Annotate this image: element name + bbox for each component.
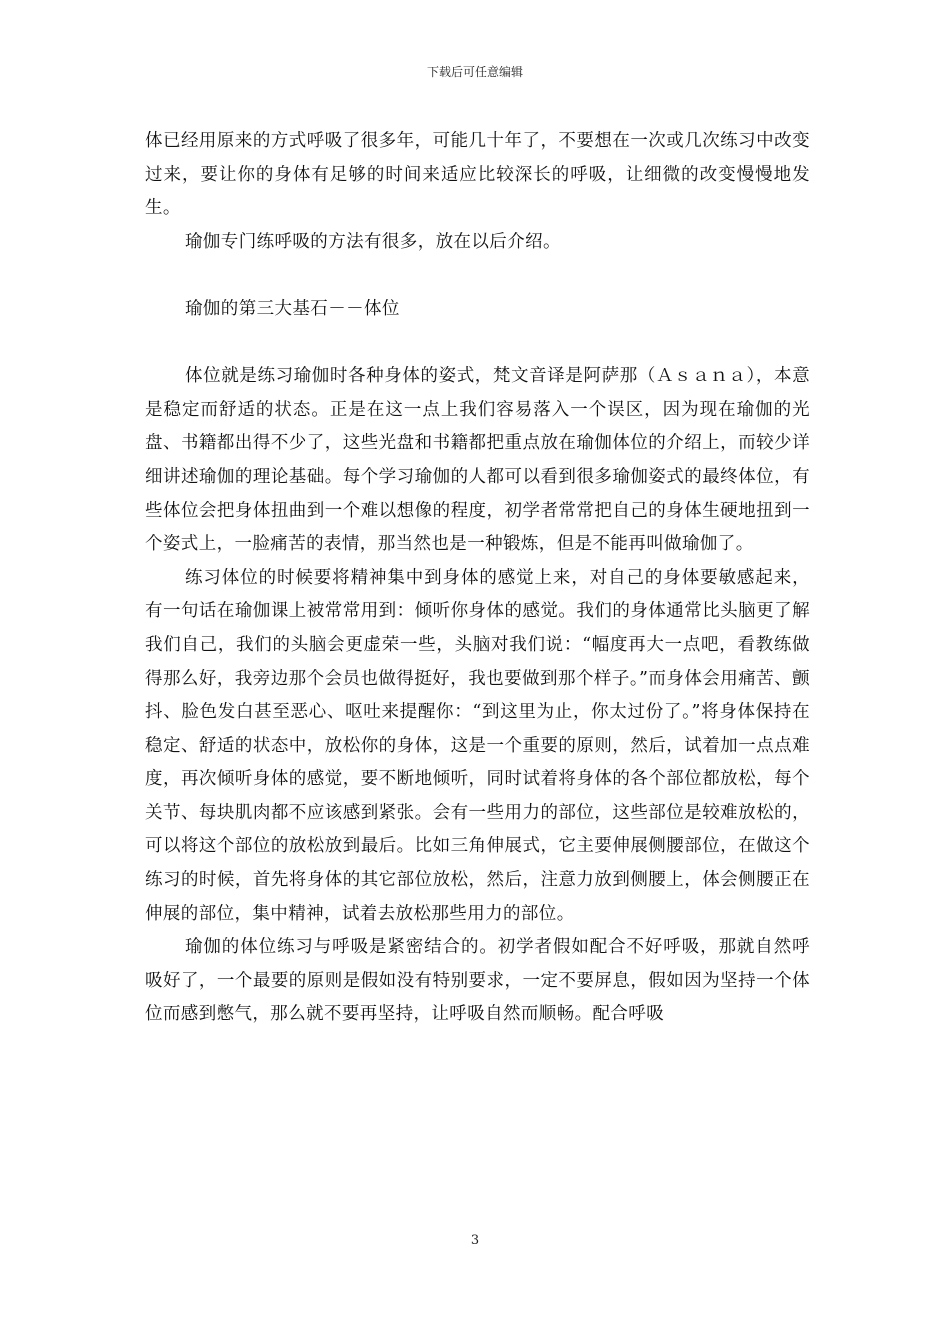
section-heading: 瑜伽的第三大基石－－体位 [185,298,400,319]
page-number: 3 [470,1233,480,1248]
page-header: 下载后可任意编辑 [426,65,523,79]
paragraph-breathing-methods: 瑜伽专门练呼吸的方法有很多，放在以后介绍。 [185,231,561,252]
paragraph-breath-and-posture: 瑜伽的体位练习与呼吸是紧密结合的。初学者假如配合不好呼吸，那就自然呼吸好了，一个最要的原则是假如没有特别要求，一定不要屏息，假如因为坚持一个体位而感到憋气，那么就不要再坚持，让呼吸自然而顺畅。配合呼吸 [145,937,810,1025]
blank-line [145,259,810,293]
blank-line [145,327,810,361]
document-body [145,125,810,1032]
paragraph-asana-definition: 体位就是练习瑜伽时各种身体的姿式，梵文音译是阿萨那（Ａｓａｎａ），本意是稳定而舒适的状态。正是在这一点上我们容易落入一个误区，因为现在瑜伽的光盘、书籍都出得不少了，这些光盘和书籍都把重点放在瑜伽体位的介绍上，而较少详细讲述瑜伽的理论基础。每个学习瑜伽的人都可以看到很多瑜伽姿式的最终体位，有些体位会把身体扭曲到一个难以想像的程度，初学者常常把自己的身体生硬地扭到一个姿式上，一脸痛苦的表情，那当然也是一种锻炼，但是不能再叫做瑜伽了。 [145,366,810,555]
paragraph-continued: 体已经用原来的方式呼吸了很多年，可能几十年了，不要想在一次或几次练习中改变过来，要让你的身体有足够的时间来适应比较深长的呼吸，让细微的改变慢慢地发生。 [145,131,810,219]
paragraph-listen-to-body: 练习体位的时候要将精神集中到身体的感觉上来，对自己的身体要敏感起来，有一句话在瑜伽课上被常常用到：倾听你身体的感觉。我们的身体通常比头脑更了解我们自己，我们的头脑会更虚荣一些，头脑对我们说：“幅度再大一点吧，看教练做得那么好，我旁边那个会员也做得挺好，我也要做到那个样子。”而身体会用痛苦、颤抖、脸色发白甚至恶心、呕吐来提醒你：“到这里为止，你太过份了。”将身体保持在稳定、舒适的状态中，放松你的身体，这是一个重要的原则，然后，试着加一点点难度，再次倾听身体的感觉，要不断地倾听，同时试着将身体的各个部位都放松，每个关节、每块肌肉都不应该感到紧张。会有一些用力的部位，这些部位是较难放松的，可以将这个部位的放松放到最后。比如三角伸展式，它主要伸展侧腰部位，在做这个练习的时候，首先将身体的其它部位放松，然后，注意力放到侧腰上，体会侧腰正在伸展的部位，集中精神，试着去放松那些用力的部位。 [145,567,810,924]
